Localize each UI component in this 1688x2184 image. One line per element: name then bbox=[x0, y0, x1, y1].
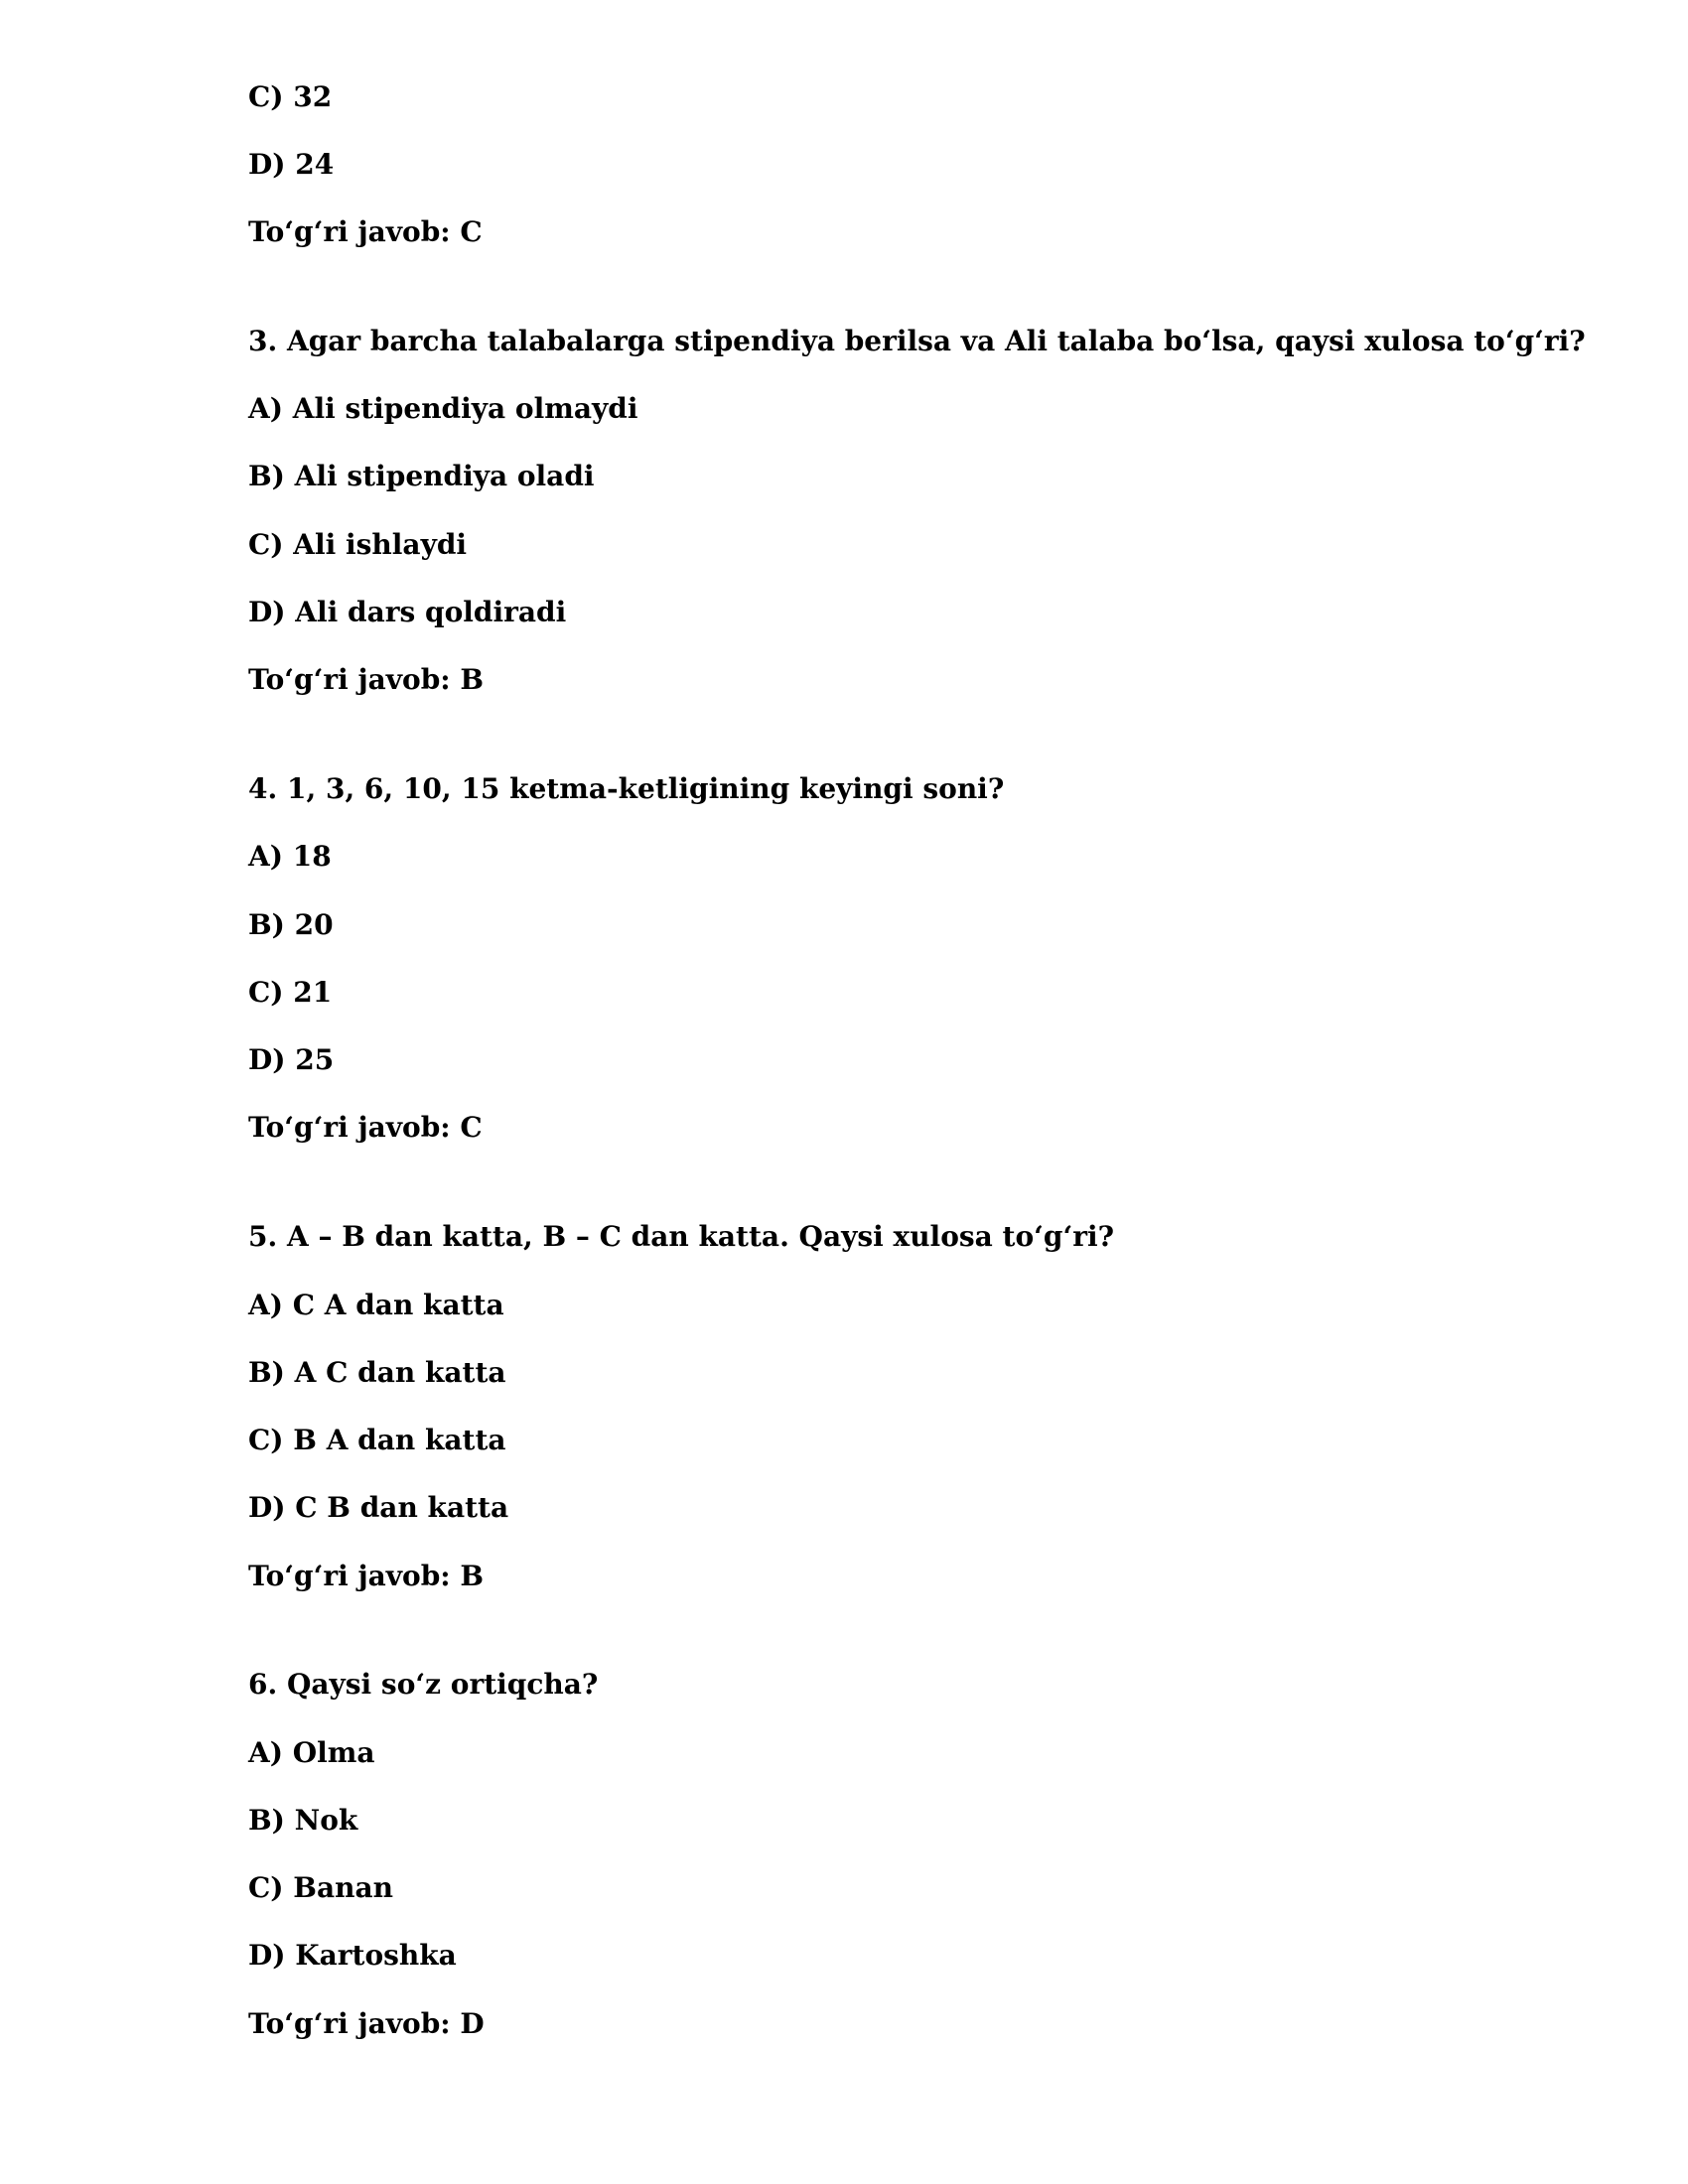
option-b: B) Ali stipendiya oladi bbox=[248, 460, 595, 492]
correct-answer: To‘g‘ri javob: C bbox=[248, 215, 483, 248]
option-d: D) Kartoshka bbox=[248, 1939, 457, 1972]
option-c: C) 32 bbox=[248, 80, 333, 113]
option-c: C) B A dan katta bbox=[248, 1424, 506, 1456]
option-a: A) C A dan katta bbox=[248, 1289, 504, 1321]
option-a: A) 18 bbox=[248, 840, 332, 873]
option-a: A) Ali stipendiya olmaydi bbox=[248, 392, 638, 425]
question-6-text: 6. Qaysi so‘z ortiqcha? bbox=[248, 1668, 599, 1701]
option-c: C) Ali ishlaydi bbox=[248, 528, 468, 561]
option-d: D) 25 bbox=[248, 1043, 335, 1076]
question-3-text: 3. Agar barcha talabalarga stipendiya berilsa va Ali talaba bo‘lsa, qaysi xulosa to‘g‘ri? bbox=[248, 325, 1586, 357]
correct-answer: To‘g‘ri javob: D bbox=[248, 2007, 485, 2040]
question-4-text: 4. 1, 3, 6, 10, 15 ketma-ketligining keyingi soni? bbox=[248, 772, 1005, 805]
correct-answer: To‘g‘ri javob: C bbox=[248, 1111, 483, 1144]
option-b: B) Nok bbox=[248, 1804, 358, 1837]
option-d: D) 24 bbox=[248, 148, 335, 181]
correct-answer: To‘g‘ri javob: B bbox=[248, 1560, 485, 1592]
option-c: C) 21 bbox=[248, 976, 333, 1009]
option-c: C) Banan bbox=[248, 1871, 393, 1904]
option-d: D) Ali dars qoldiradi bbox=[248, 596, 567, 628]
correct-answer: To‘g‘ri javob: B bbox=[248, 663, 485, 696]
option-d: D) C B dan katta bbox=[248, 1491, 509, 1524]
option-a: A) Olma bbox=[248, 1736, 375, 1769]
option-b: B) 20 bbox=[248, 908, 334, 941]
question-5-text: 5. A – B dan katta, B – C dan katta. Qaysi xulosa to‘g‘ri? bbox=[248, 1220, 1115, 1253]
option-b: B) A C dan katta bbox=[248, 1356, 506, 1389]
